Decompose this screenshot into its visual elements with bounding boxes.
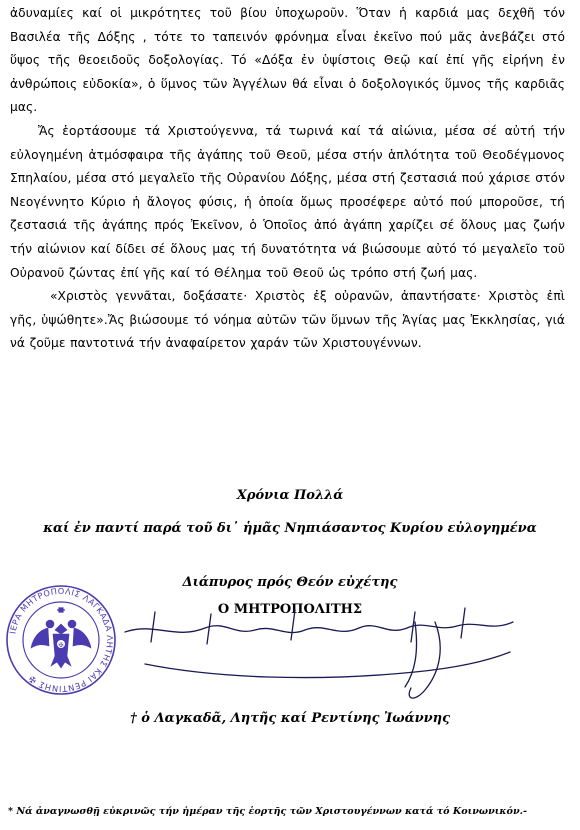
valediction: Διάπυρος πρός Θεόν εὐχέτης bbox=[182, 575, 398, 590]
greeting-title: Χρόνια Πολλά bbox=[236, 488, 344, 503]
svg-text:✠: ✠ bbox=[58, 642, 64, 649]
signatory-name: † ὁ Λαγκαδᾶ, Λητῆς καί Ρεντίνης Ἰωάννης bbox=[129, 711, 451, 726]
greeting-subtitle: καί ἐν παντί παρά τοῦ δι᾽ ἡμᾶς Νηπιάσαντος Κυρίου εὐλογημένα bbox=[43, 521, 537, 536]
metropolis-seal bbox=[5, 584, 117, 696]
handwritten-signature bbox=[115, 592, 535, 712]
letter-body bbox=[10, 2, 565, 356]
office-title: Ο ΜΗΤΡΟΠΟΛΙΤΗΣ bbox=[217, 602, 363, 617]
paragraph-2: Ἄς ἑορτάσουμε τά Χριστούγεννα, τά τωρινά καί τά αἰώνια, μέσα σέ αὐτή τήν εὐλογημένη ἀτμόσφαιρα τῆς ἀγάπης τοῦ Θεοῦ, μέσα στήν ἁπλότητα τοῦ Θεοδέγμονος Σπηλαίου, μέσα στό μεγαλεῖο τῆς Οὐρανίου Δόξης, μέσα στή ζεστασιά πού χάρισε στόν Νεογέννητο Κύριο ἡ ἄλογος φύσις, ἡ ὁποία ὅμως προσέφερε αὐτό πού μποροῦσε, τή ζεστασιά τῆς ἀγάπης πρός Ἐκεῖνον, ὁ Ὁποῖος ἀπό ἀγάπη χαρίζει σέ ὅλους μας ζωήν τήν αἰώνιον καί δίδει σέ ὅλους μας τή δυνατότητα νά βιώσουμε αὐτό τό μεγαλεῖο τοῦ Οὐρανοῦ ζώντας ἐπί γῆς καί τό Θέλημα τοῦ Θεοῦ ὡς τρόπο στή ζωή μας. bbox=[10, 123, 565, 280]
footnote: * Νά ἀναγνωσθῇ εὐκρινῶς τήν ἡμέραν τῆς ἑορτῆς τῶν Χριστουγέννων κατά τό Κοινωνικόν.- bbox=[8, 806, 527, 817]
svg-text:ΙΕΡΑ ΜΗΤΡΟΠΟΛΙΣ ΛΑΓΚΑΔΑ ΛΗΤΗΣ: ΙΕΡΑ ΜΗΤΡΟΠΟΛΙΣ ΛΑΓΚΑΔΑ ΛΗΤΗΣ ΚΑΙ ΡΕΝΤΙΝΗΣ ✠ bbox=[7, 585, 116, 695]
paragraph-1: ἀδυναμίες καί οἱ μικρότητες τοῦ βίου ὑποχωροῦν. Ὅταν ἡ καρδιά μας δεχθῆ τόν Βασιλέα τῆς Δόξης , τότε το ταπεινόν φρόνημα εἶναι ἐκεῖνο πού μᾶς ἀνεβάζει στό ὕψος τῆς θεοειδοῦς δοξολογίας. Τό «Δόξα ἐν ὑψίστοις Θεῷ καί ἐπί γῆς εἰρήνη ἐν ἀνθρώποις εὐδοκία», ὁ ὕμνος τῶν Ἀγγέλων θά εἶναι ὁ δοξολογικός ὕμνος τῆς καρδιᾶς μας. bbox=[10, 6, 565, 115]
paragraph-3: «Χριστὸς γεννᾶται, δοξάσατε· Χριστὸς ἐξ οὐρανῶν, ἀπαντήσατε· Χριστὸς ἐπὶ γῆς, ὑψώθητε».Ἄς βιώσουμε τό νόημα αὐτῶν τῶν ὕμνων τῆς Ἁγίας μας Ἐκκλησίας, γιά νά ζοῦμε παντοτινά τήν ἀναφαίρετον χαράν τῶν Χριστουγέννων. bbox=[10, 289, 565, 351]
